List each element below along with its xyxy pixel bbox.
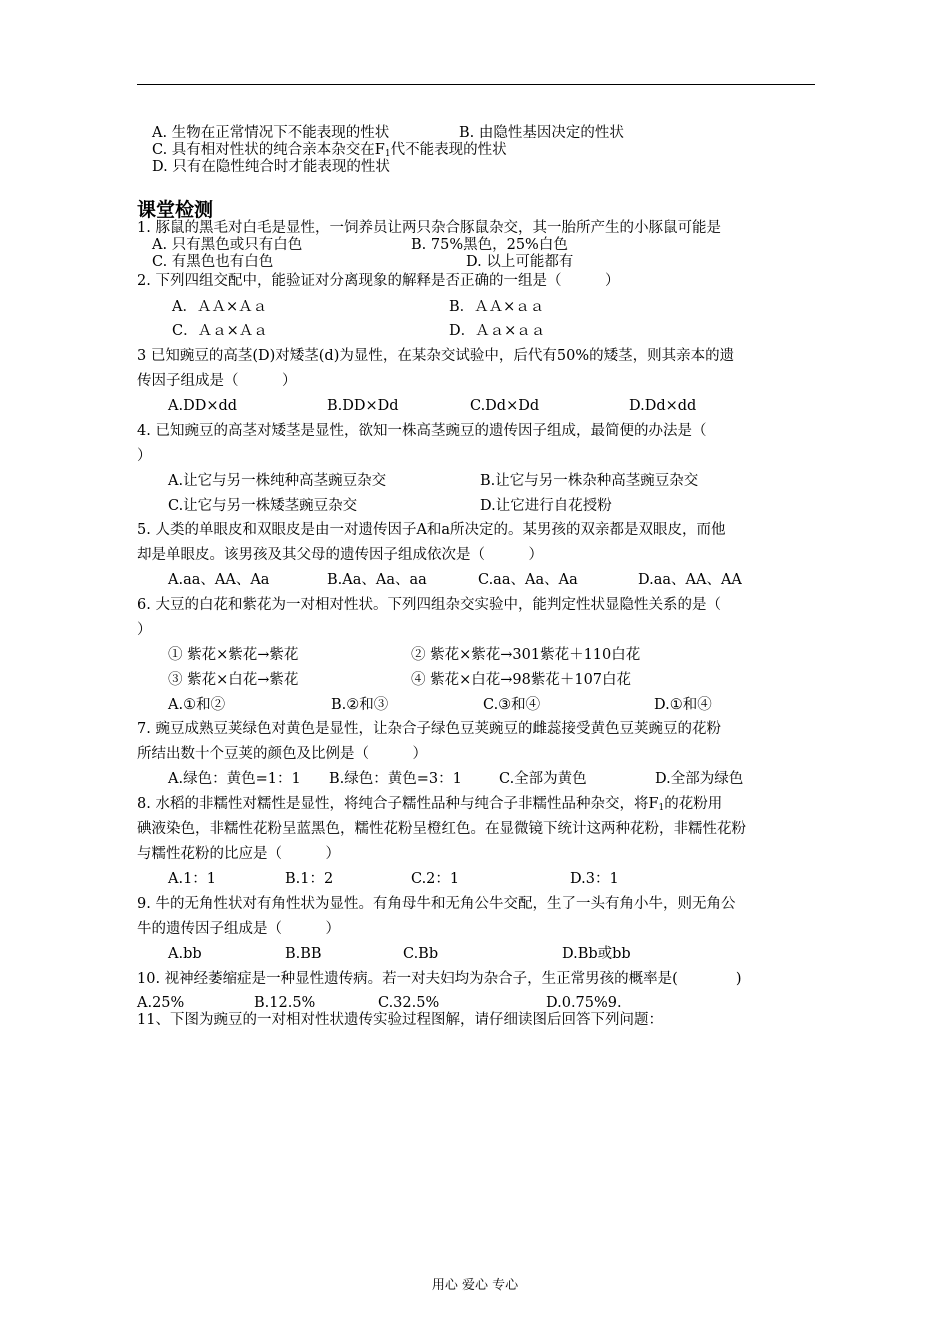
q5-option-b: B.Aa、Aa、aa (327, 572, 427, 588)
q4-option-c: C.让它与另一株矮茎豌豆杂交 (168, 498, 358, 514)
q11-stem: 11、下图为豌豆的一对相对性状遗传实验过程图解，请仔细读图后回答下列问题： (137, 1012, 663, 1028)
intro-option-b: B. 由隐性基因决定的性状 (459, 125, 624, 141)
q7-option-c: C.全部为黄色 (499, 771, 587, 787)
q1-option-b: B. 75%黑色，25%白色 (411, 237, 568, 253)
q3-option-b: B.DD×Dd (327, 398, 399, 414)
q5-stem-line1: 5. 人类的单眼皮和双眼皮是由一对遗传因子A和a所决定的。某男孩的双亲都是双眼皮，而他 (137, 522, 726, 538)
q6-experiment-2: ② 紫花×紫花→301紫花＋110白花 (411, 647, 641, 663)
q9-option-a: A.bb (168, 946, 202, 962)
q2-option-b: B．ＡＡ×ａａ (449, 299, 545, 315)
q6-experiment-1: ① 紫花×紫花→紫花 (168, 647, 299, 663)
q6-stem-line1: 6. 大豆的白花和紫花为一对相对性状。下列四组杂交实验中，能判定性状显隐性关系的是（ (137, 597, 721, 613)
q7-option-b: B.绿色：黄色=3：1 (329, 771, 462, 787)
q9-stem-line2: 牛的遗传因子组成是（ ） (137, 921, 340, 937)
q6-experiment-3: ③ 紫花×白花→紫花 (168, 672, 299, 688)
q1-option-c: C. 有黑色也有白色 (152, 254, 274, 270)
intro-option-a: A. 生物在正常情况下不能表现的性状 (152, 125, 390, 141)
q1-stem: 1. 豚鼠的黑毛对白毛是显性，一饲养员让两只杂合豚鼠杂交，其一胎所产生的小豚鼠可能是 (137, 220, 721, 236)
q4-option-d: D.让它进行自花授粉 (480, 498, 612, 514)
q4-stem-line1: 4. 已知豌豆的高茎对矮茎是显性，欲知一株高茎豌豆的遗传因子组成，最简便的办法是（ (137, 423, 707, 439)
q8-option-b: B.1：2 (285, 871, 334, 887)
q7-stem-line2: 所结出数十个豆荚的颜色及比例是（ ） (137, 746, 427, 762)
q4-stem-line2: ） (137, 448, 152, 464)
q9-option-c: C.Bb (403, 946, 439, 962)
q9-stem-line1: 9. 牛的无角性状对有角性状为显性。有角母牛和无角公牛交配，生了一头有角小牛，则无角公 (137, 896, 736, 912)
q8-stem-text: 8. 水稻的非糯性对糯性是显性，将纯合子糯性品种与纯合子非糯性品种杂交，将F (137, 796, 659, 812)
header-rule (137, 84, 815, 85)
q3-option-c: C.Dd×Dd (470, 398, 540, 414)
q7-option-d: D.全部为绿色 (655, 771, 744, 787)
q5-stem-line2: 却是单眼皮。该男孩及其父母的遗传因子组成依次是（ ） (137, 547, 543, 563)
q10-option-a: A.25% (137, 995, 185, 1011)
q5-option-d: D.aa、AA、AA (638, 572, 742, 588)
q2-option-c: C．Ａａ×Ａａ (172, 323, 268, 339)
q6-option-b: B.②和③ (331, 697, 389, 713)
page-footer: 用心 爱心 专心 (431, 1278, 519, 1293)
q10-stem: 10. 视神经萎缩症是一种显性遗传病。若一对夫妇均为杂合子，生正常男孩的概率是( ) (137, 971, 742, 987)
q4-option-b: B.让它与另一株杂种高茎豌豆杂交 (480, 473, 699, 489)
q8-stem-line2: 碘液染色，非糯性花粉呈蓝黑色，糯性花粉呈橙红色。在显微镜下统计这两种花粉，非糯性花粉 (137, 821, 746, 837)
q4-option-a: A.让它与另一株纯种高茎豌豆杂交 (168, 473, 387, 489)
q8-stem-text-end: 的花粉用 (664, 796, 723, 812)
q10-option-c: C.32.5% (378, 995, 440, 1011)
q3-stem-line1: 3 已知豌豆的高茎(D)对矮茎(d)为显性，在某杂交试验中，后代有50%的矮茎，则其亲本的遗 (137, 348, 735, 364)
q3-stem-line2: 传因子组成是（ ） (137, 373, 297, 389)
q3-option-a: A.DD×dd (168, 398, 238, 414)
q9-option-d: D.Bb或bb (562, 946, 631, 962)
q8-option-d: D.3：1 (570, 871, 619, 887)
q7-stem-line1: 7. 豌豆成熟豆荚绿色对黄色是显性，让杂合子绿色豆荚豌豆的雌蕊接受黄色豆荚豌豆的花粉 (137, 721, 721, 737)
q6-option-c: C.③和④ (483, 697, 541, 713)
intro-option-c-text: C. 具有相对性状的纯合亲本杂交在F (152, 142, 385, 158)
q10-option-d: D.0.75%9. (546, 995, 622, 1011)
q10-option-b: B.12.5% (254, 995, 316, 1011)
q7-option-a: A.绿色：黄色=1：1 (168, 771, 301, 787)
q1-option-d: D. 以上可能都有 (466, 254, 574, 270)
q5-option-c: C.aa、Aa、Aa (478, 572, 578, 588)
q1-option-a: A. 只有黑色或只有白色 (152, 237, 303, 253)
subscript: 1 (658, 803, 665, 813)
q6-stem-line2: ） (137, 622, 152, 638)
intro-option-d: D. 只有在隐性纯合时才能表现的性状 (152, 159, 390, 175)
q2-option-a: A．ＡＡ×Ａａ (172, 299, 268, 315)
q9-option-b: B.BB (285, 946, 322, 962)
section-title: 课堂检测 (137, 199, 214, 221)
q6-option-a: A.①和② (168, 697, 226, 713)
q6-experiment-4: ④ 紫花×白花→98紫花＋107白花 (411, 672, 632, 688)
q5-option-a: A.aa、AA、Aa (168, 572, 270, 588)
subscript: 1 (384, 149, 391, 159)
q8-option-c: C.2：1 (411, 871, 460, 887)
q2-option-d: D．Ａａ×ａａ (449, 323, 546, 339)
q6-option-d: D.①和④ (654, 697, 712, 713)
q2-stem: 2. 下列四组交配中，能验证对分离现象的解释是否正确的一组是（ ） (137, 273, 620, 289)
intro-option-c-text-end: 代不能表现的性状 (390, 142, 507, 158)
q8-option-a: A.1：1 (168, 871, 217, 887)
q8-stem-line1 (137, 795, 722, 817)
q3-option-d: D.Dd×dd (629, 398, 697, 414)
q8-stem-line3: 与糯性花粉的比应是（ ） (137, 846, 340, 862)
